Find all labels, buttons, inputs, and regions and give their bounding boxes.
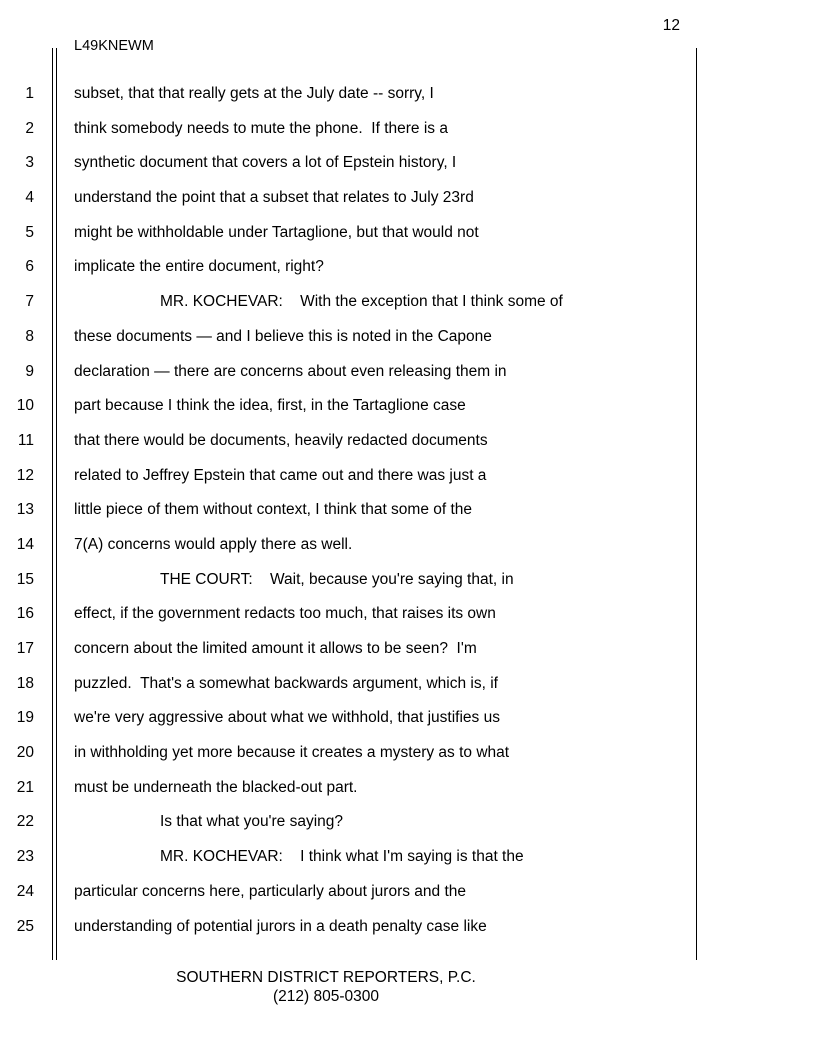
transcript-line — [0, 813, 816, 848]
line-number: 18 — [16, 674, 34, 692]
transcript-line — [0, 328, 816, 363]
line-text: part because I think the idea, first, in the Tartaglione case — [74, 397, 466, 415]
transcript-line — [0, 189, 816, 224]
line-text: might be withholdable under Tartaglione, but that would not — [74, 223, 479, 241]
transcript-line — [0, 363, 816, 398]
line-number: 19 — [16, 709, 34, 727]
line-number: 23 — [16, 848, 34, 866]
line-text: must be underneath the blacked-out part. — [74, 778, 358, 796]
page-footer — [0, 968, 652, 1006]
line-number: 12 — [16, 466, 34, 484]
line-text: understanding of potential jurors in a death penalty case like — [74, 917, 487, 935]
line-text: 7(A) concerns would apply there as well. — [74, 535, 353, 553]
transcript-line — [0, 605, 816, 640]
line-text: particular concerns here, particularly about jurors and the — [74, 882, 467, 900]
transcript-line — [0, 258, 816, 293]
line-text: these documents — and I believe this is noted in the Capone — [74, 327, 492, 345]
line-text: think somebody needs to mute the phone. If there is a — [74, 119, 448, 137]
line-text: implicate the entire document, right? — [74, 258, 324, 276]
line-text: synthetic document that covers a lot of Epstein history, I — [74, 154, 457, 172]
transcript-body — [0, 85, 816, 952]
transcript-line — [0, 744, 816, 779]
line-number: 15 — [16, 570, 34, 588]
document-header-code: L49KNEWM — [74, 38, 154, 54]
transcript-line — [0, 120, 816, 155]
line-text: concern about the limited amount it allows to be seen? I'm — [74, 640, 477, 657]
line-text: puzzled. That's a somewhat backwards argument, which is, if — [74, 674, 498, 692]
transcript-line — [0, 85, 816, 120]
transcript-line — [0, 675, 816, 710]
line-number: 6 — [25, 258, 34, 276]
footer-phone: (212) 805-0300 — [273, 988, 379, 1005]
line-number: 14 — [16, 535, 34, 553]
page-number: 12 — [662, 17, 680, 34]
line-text: that there would be documents, heavily redacted documents — [74, 431, 488, 449]
transcript-line — [0, 397, 816, 432]
line-number: 21 — [16, 778, 34, 796]
transcript-line — [0, 918, 816, 953]
transcript-line — [0, 779, 816, 814]
line-number: 3 — [25, 154, 34, 172]
transcript-line — [0, 293, 816, 328]
line-number: 8 — [25, 327, 34, 345]
line-number: 2 — [25, 119, 34, 137]
line-text: in withholding yet more because it creates a mystery as to what — [74, 744, 510, 762]
line-number: 22 — [16, 813, 34, 831]
transcript-line — [0, 432, 816, 467]
line-number: 4 — [25, 189, 34, 207]
footer-company: SOUTHERN DISTRICT REPORTERS, P.C. — [176, 969, 476, 986]
line-number: 13 — [16, 501, 34, 519]
line-number: 1 — [25, 85, 34, 102]
line-number: 20 — [16, 744, 34, 762]
line-text: THE COURT: Wait, because you're saying that, in — [160, 570, 514, 588]
line-text: effect, if the government redacts too much, that raises its own — [74, 605, 496, 623]
transcript-line — [0, 224, 816, 259]
line-number: 24 — [16, 882, 34, 900]
line-number: 7 — [25, 293, 34, 311]
transcript-line — [0, 709, 816, 744]
transcript-line — [0, 883, 816, 918]
line-number: 9 — [25, 362, 34, 380]
line-text: MR. KOCHEVAR: With the exception that I think some of — [160, 293, 563, 311]
line-text: subset, that that really gets at the July date -- sorry, I — [74, 85, 434, 102]
transcript-line — [0, 536, 816, 571]
line-number: 17 — [16, 640, 34, 657]
line-text: MR. KOCHEVAR: I think what I'm saying is that the — [160, 848, 524, 866]
transcript-line — [0, 467, 816, 502]
line-number: 10 — [16, 397, 34, 415]
line-text: we're very aggressive about what we withhold, that justifies us — [74, 709, 500, 727]
line-number: 5 — [25, 223, 34, 241]
transcript-line — [0, 848, 816, 883]
line-text: Is that what you're saying? — [160, 813, 344, 831]
line-number: 16 — [16, 605, 34, 623]
transcript-line — [0, 501, 816, 536]
line-text: related to Jeffrey Epstein that came out and there was just a — [74, 466, 487, 484]
line-number: 11 — [17, 431, 34, 449]
transcript-line — [0, 154, 816, 189]
line-text: declaration — there are concerns about even releasing them in — [74, 362, 507, 380]
transcript-line — [0, 640, 816, 675]
line-text: little piece of them without context, I think that some of the — [74, 501, 473, 519]
line-text: understand the point that a subset that relates to July 23rd — [74, 189, 474, 207]
line-number: 25 — [16, 917, 34, 935]
transcript-line — [0, 571, 816, 606]
